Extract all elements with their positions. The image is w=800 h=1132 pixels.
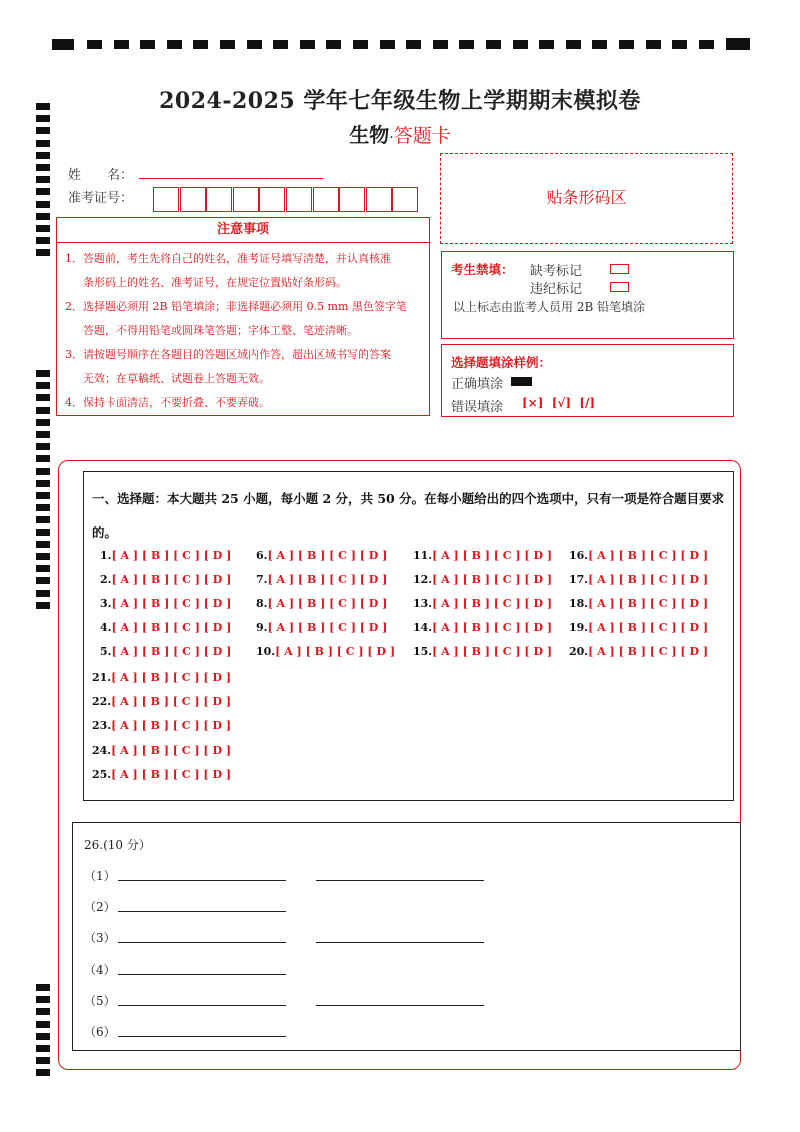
answer-options[interactable]: [ A ] [ B ] [ C ] [ D ]: [111, 549, 232, 562]
timing-mark: [36, 419, 50, 426]
mcq-question[interactable]: [256, 573, 387, 586]
timing-mark: [273, 40, 288, 49]
timing-mark: [566, 40, 581, 49]
exam-id-box[interactable]: [392, 187, 418, 212]
timing-mark: [140, 40, 155, 49]
timing-mark: [646, 40, 661, 49]
timing-mark: [36, 590, 50, 597]
timing-mark: [36, 984, 50, 991]
answer-options[interactable]: [ A ] [ B ] [ C ] [ D ]: [267, 573, 388, 586]
wrong-fill-samples: [×] [√] [/]: [522, 396, 596, 410]
question-number: 9.: [256, 621, 268, 634]
timing-mark: [167, 40, 182, 49]
page-subtitle: [0, 119, 800, 148]
timing-mark: [36, 152, 50, 159]
timing-mark: [36, 541, 50, 548]
sample-panel: [441, 344, 734, 417]
subject-label: 生物: [349, 123, 390, 147]
timing-mark: [36, 516, 50, 523]
timing-mark: [326, 40, 341, 49]
mcq-question[interactable]: [413, 645, 552, 658]
timing-mark: [36, 370, 50, 377]
forbidden-panel: [441, 251, 734, 339]
mcq-title: 一、选择题：本大题共 25 小题，每小题 2 分，共 50 分。在每小题给出的四个选项中，只有一项是符合题目要求的。: [92, 491, 725, 540]
timing-mark: [726, 38, 750, 50]
violation-mark-box[interactable]: [610, 282, 629, 292]
notice-panel: [56, 217, 430, 416]
answer-blank[interactable]: [118, 911, 286, 912]
timing-mark: [36, 553, 50, 560]
timing-mark: [52, 39, 74, 50]
question-number: 6.: [256, 549, 268, 562]
exam-id-box[interactable]: [313, 187, 339, 212]
exam-id-box[interactable]: [286, 187, 312, 212]
answer-options[interactable]: [ A ] [ B ] [ C ] [ D ]: [432, 621, 553, 634]
mcq-question[interactable]: [256, 645, 395, 658]
mcq-question[interactable]: [569, 597, 708, 610]
name-field[interactable]: [139, 178, 323, 179]
question-number: 7.: [256, 573, 268, 586]
question-number: 10.: [256, 645, 276, 658]
answer-options[interactable]: [ A ] [ B ] [ C ] [ D ]: [111, 671, 232, 684]
q26-sub-label: （6）: [84, 1025, 116, 1039]
exam-id-box[interactable]: [366, 187, 392, 212]
timing-mark: [592, 40, 607, 49]
answer-options[interactable]: [ A ] [ B ] [ C ] [ D ]: [588, 549, 709, 562]
notice-item: 2．选择题必须用 2B 铅笔填涂；非选择题必须用 0.5 mm 黑色签字笔: [65, 300, 407, 313]
q26-sub-label: （3）: [84, 931, 116, 946]
question-number: 21.: [92, 671, 112, 684]
q26-sub-label: （5）: [84, 993, 116, 1008]
timing-mark: [36, 213, 50, 220]
exam-id-label: 准考证号：: [68, 191, 134, 206]
answer-options[interactable]: [ A ] [ B ] [ C ] [ D ]: [275, 645, 396, 658]
question-number: 15.: [413, 645, 433, 658]
answer-options[interactable]: [ A ] [ B ] [ C ] [ D ]: [111, 621, 232, 634]
timing-mark: [459, 40, 474, 49]
question-number: 20.: [569, 645, 589, 658]
q26-sub-label: （4）: [84, 962, 116, 977]
answer-options[interactable]: [ A ] [ B ] [ C ] [ D ]: [588, 597, 709, 610]
mcq-question[interactable]: [100, 573, 231, 586]
timing-mark: [36, 1033, 50, 1040]
question-number: 1.: [100, 549, 112, 562]
timing-mark: [193, 40, 208, 49]
mcq-question[interactable]: [92, 744, 231, 757]
mcq-question[interactable]: [256, 621, 387, 634]
timing-mark: [36, 1069, 50, 1076]
timing-mark: [220, 40, 235, 49]
timing-mark: [36, 468, 50, 475]
correct-fill-sample: [511, 377, 532, 386]
answer-blank[interactable]: [316, 880, 484, 881]
timing-mark: [114, 40, 129, 49]
violation-label: 违纪标记: [530, 282, 583, 297]
timing-mark: [36, 431, 50, 438]
question-number: 11.: [413, 549, 433, 562]
name-label: 姓 名：: [68, 168, 134, 183]
answer-options[interactable]: [ A ] [ B ] [ C ] [ D ]: [111, 719, 232, 733]
timing-mark: [36, 164, 50, 171]
question-number: 13.: [413, 597, 433, 610]
timing-mark: [36, 565, 50, 572]
mcq-question[interactable]: [569, 645, 708, 658]
question-number: 22.: [92, 695, 112, 709]
mcq-question[interactable]: [92, 768, 231, 781]
answer-options[interactable]: [ A ] [ B ] [ C ] [ D ]: [432, 645, 553, 658]
mcq-question[interactable]: [413, 597, 552, 610]
question-number: 4.: [100, 621, 112, 634]
answer-options[interactable]: [ A ] [ B ] [ C ] [ D ]: [588, 645, 709, 658]
notice-title: 注意事项: [57, 218, 429, 243]
notice-item: 条形码上的姓名、准考证号，在规定位置贴好条形码。: [83, 276, 347, 289]
question-number: 19.: [569, 621, 589, 634]
mcq-question[interactable]: [569, 573, 708, 586]
question-number: 16.: [569, 549, 589, 562]
answer-options[interactable]: [ A ] [ B ] [ C ] [ D ]: [432, 597, 553, 610]
card-label: 答题卡: [393, 125, 451, 147]
q26-title: 26.(10 分）: [84, 838, 151, 852]
correct-fill-label: 正确填涂: [451, 377, 504, 392]
question-number: 8.: [256, 597, 268, 610]
timing-mark: [36, 1008, 50, 1015]
timing-mark: [433, 40, 448, 49]
mcq-question[interactable]: [100, 549, 231, 562]
mcq-question[interactable]: [256, 549, 387, 562]
exam-id-box[interactable]: [206, 187, 232, 212]
timing-mark: [36, 407, 50, 414]
answer-options[interactable]: [ A ] [ B ] [ C ] [ D ]: [588, 621, 709, 634]
q26-sub-label: （1）: [84, 869, 116, 883]
mcq-question[interactable]: [569, 621, 708, 634]
timing-mark: [247, 40, 262, 49]
answer-options[interactable]: [ A ] [ B ] [ C ] [ D ]: [432, 573, 553, 586]
timing-mark: [36, 492, 50, 499]
timing-mark: [36, 1021, 50, 1028]
answer-options[interactable]: [ A ] [ B ] [ C ] [ D ]: [111, 645, 232, 658]
timing-mark: [36, 225, 50, 232]
answer-options[interactable]: [ A ] [ B ] [ C ] [ D ]: [111, 743, 232, 757]
mcq-question[interactable]: [413, 573, 552, 586]
timing-mark: [300, 40, 315, 49]
question-number: 2.: [100, 573, 112, 586]
question-number: 25.: [92, 767, 112, 781]
question-number: 17.: [569, 573, 589, 586]
notice-item: 无效；在草稿纸、试题卷上答题无效。: [83, 372, 270, 385]
answer-options[interactable]: [ A ] [ B ] [ C ] [ D ]: [111, 573, 232, 586]
mcq-question[interactable]: [92, 719, 231, 732]
exam-id-box[interactable]: [153, 187, 179, 212]
timing-mark: [539, 40, 554, 49]
answer-blank[interactable]: [316, 942, 484, 943]
question-number: 18.: [569, 597, 589, 610]
mcq-question[interactable]: [256, 597, 387, 610]
barcode-area[interactable]: 贴条形码区: [440, 153, 733, 244]
timing-mark: [672, 40, 687, 49]
notice-item: 4．保持卡面清洁，不要折叠、不要弄破。: [65, 396, 270, 409]
answer-options[interactable]: [ A ] [ B ] [ C ] [ D ]: [432, 549, 553, 562]
mcq-question[interactable]: [569, 549, 708, 562]
absent-mark-box[interactable]: [610, 264, 629, 274]
timing-mark: [406, 40, 421, 49]
timing-mark: [36, 602, 50, 609]
mcq-question[interactable]: [100, 597, 231, 610]
timing-mark: [486, 40, 501, 49]
timing-mark: [36, 443, 50, 450]
wrong-fill-label: 错误填涂: [451, 400, 504, 415]
q26-section: [72, 822, 741, 1051]
timing-mark: [36, 176, 50, 183]
answer-blank[interactable]: [118, 974, 286, 975]
timing-mark: [353, 40, 368, 49]
timing-mark: [36, 1057, 50, 1064]
timing-mark: [36, 529, 50, 536]
timing-mark: [380, 40, 395, 49]
answer-options[interactable]: [ A ] [ B ] [ C ] [ D ]: [588, 573, 709, 586]
mcq-question[interactable]: [413, 549, 552, 562]
mcq-question[interactable]: [92, 695, 231, 708]
timing-mark: [36, 577, 50, 584]
timing-mark: [36, 201, 50, 208]
exam-id-box[interactable]: [259, 187, 285, 212]
mcq-question[interactable]: [413, 621, 552, 634]
mcq-question[interactable]: [100, 645, 231, 658]
timing-mark: [36, 188, 50, 195]
question-number: 23.: [92, 719, 112, 733]
question-number: 3.: [100, 597, 112, 610]
mcq-question[interactable]: [100, 621, 231, 634]
subtitle-separator: ·: [389, 130, 394, 146]
timing-mark: [36, 394, 50, 401]
timing-mark: [36, 237, 50, 244]
timing-mark: [87, 40, 102, 49]
absent-label: 缺考标记: [530, 264, 583, 279]
answer-options[interactable]: [ A ] [ B ] [ C ] [ D ]: [267, 597, 388, 610]
notice-item: 3．请按题号顺序在各题目的答题区域内作答，超出区域书写的答案: [65, 348, 391, 361]
answer-options[interactable]: [ A ] [ B ] [ C ] [ D ]: [111, 695, 232, 709]
mcq-question[interactable]: [92, 671, 231, 684]
answer-options[interactable]: [ A ] [ B ] [ C ] [ D ]: [267, 621, 388, 634]
timing-mark: [36, 382, 50, 389]
sample-title: 选择题填涂样例：: [451, 355, 552, 370]
timing-mark: [36, 1045, 50, 1052]
exam-id-box[interactable]: [339, 187, 365, 212]
timing-mark: [36, 504, 50, 511]
timing-mark: [36, 249, 50, 256]
forbidden-note: 以上标志由监考人员用 2B 铅笔填涂: [453, 300, 646, 314]
timing-mark: [36, 480, 50, 487]
answer-blank[interactable]: [118, 1036, 286, 1037]
answer-blank[interactable]: [118, 942, 286, 943]
page-title: 2024-2025 学年七年级生物上学期期末模拟卷: [159, 88, 641, 114]
question-number: 5.: [100, 645, 112, 658]
timing-mark: [36, 455, 50, 462]
question-number: 24.: [92, 743, 112, 757]
timing-mark: [36, 996, 50, 1003]
answer-options[interactable]: [ A ] [ B ] [ C ] [ D ]: [267, 549, 388, 562]
answer-blank[interactable]: [316, 1005, 484, 1006]
q26-sub-label: （2）: [84, 900, 116, 915]
answer-options[interactable]: [ A ] [ B ] [ C ] [ D ]: [111, 597, 232, 610]
timing-mark: [699, 40, 714, 49]
timing-mark: [619, 40, 634, 49]
notice-item: 答题，不得用铅笔或圆珠笔答题；字体工整、笔迹清晰。: [83, 324, 358, 337]
exam-id-box[interactable]: [233, 187, 259, 212]
timing-mark: [513, 40, 528, 49]
answer-options[interactable]: [ A ] [ B ] [ C ] [ D ]: [111, 767, 232, 781]
question-number: 12.: [413, 573, 433, 586]
answer-blank[interactable]: [118, 1005, 286, 1006]
exam-id-box[interactable]: [180, 187, 206, 212]
question-number: 14.: [413, 621, 433, 634]
forbidden-title: 考生禁填：: [451, 262, 514, 277]
answer-blank[interactable]: [118, 880, 286, 881]
notice-item: 1．答题前，考生先将自己的姓名，准考证号填写清楚，并认真核准: [65, 252, 391, 265]
